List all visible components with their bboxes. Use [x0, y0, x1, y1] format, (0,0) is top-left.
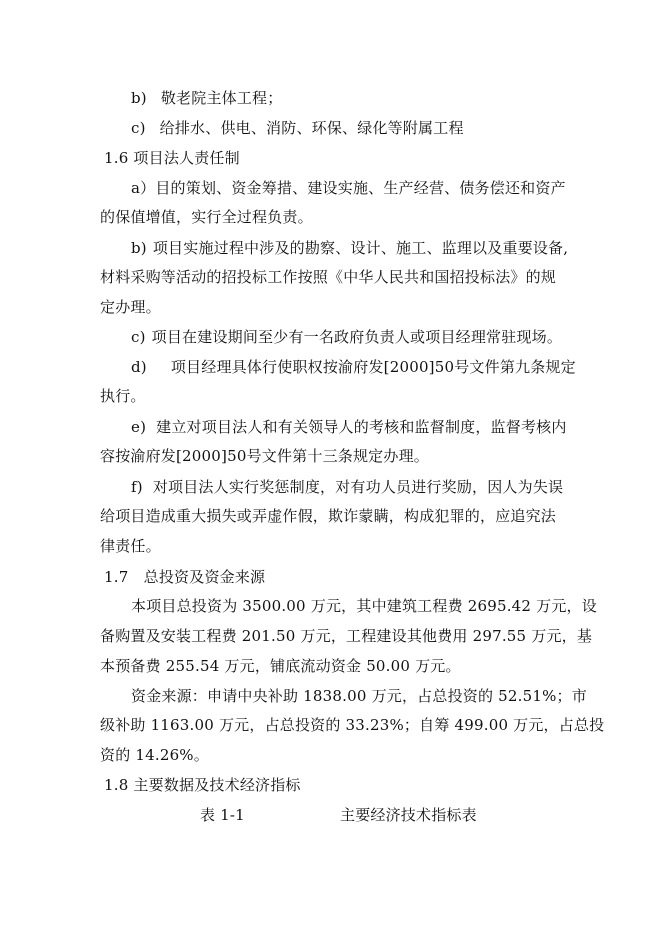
item-text: 项目在建设期间至少有一名政府负责人或项目经理常驻现场。	[151, 328, 563, 346]
table-title: 主要经济技术指标表	[340, 806, 477, 824]
item-b	[131, 238, 568, 258]
paragraph-line: 本预备费 255.54 万元，铺底流动资金 50.00 万元。	[100, 657, 461, 675]
item-marker: d)	[131, 358, 147, 376]
list-item	[131, 88, 282, 108]
item-marker: f)	[131, 478, 143, 496]
item-a-cont: 的保值增值，实行全过程负责。	[100, 208, 313, 226]
section-heading: 1.8 主要数据及技术经济指标	[104, 776, 301, 794]
item-text: 项目实施过程中涉及的勘察、设计、施工、监理以及重要设备,	[152, 239, 569, 257]
item-marker: a）	[131, 179, 156, 197]
section-heading: 1.6 项目法人责任制	[104, 149, 240, 167]
section-heading: 1.7 总投资及资金来源	[104, 568, 266, 586]
list-text: 敬老院主体工程；	[160, 89, 283, 107]
item-a	[131, 178, 566, 198]
item-d	[131, 357, 576, 377]
item-c	[131, 327, 562, 347]
paragraph-line: 本项目总投资为 3500.00 万元，其中建筑工程费 2695.42 万元，设	[131, 597, 597, 615]
item-d-cont: 执行。	[100, 387, 146, 405]
table-label: 表 1-1	[200, 806, 245, 824]
list-item	[131, 118, 464, 138]
item-b-cont: 定办理。	[100, 298, 161, 316]
item-text: 目的策划、资金筹措、建设实施、生产经营、债务偿还和资产	[155, 179, 566, 197]
item-marker: c)	[131, 328, 146, 346]
item-e-cont: 容按渝府发[2000]50号文件第十三条规定办理。	[100, 447, 429, 465]
item-b-cont: 材料采购等活动的招投标工作按照《中华人民共和国招投标法》的规	[100, 268, 557, 286]
list-marker: b)	[131, 89, 147, 107]
item-text: 对项目法人实行奖惩制度，对有功人员进行奖励，因人为失误	[152, 478, 564, 496]
item-f-cont: 给项目造成重大损失或弄虚作假，欺诈蒙瞒，构成犯罪的，应追究法	[100, 507, 557, 525]
list-text: 给排水、供电、消防、环保、绿化等附属工程	[159, 119, 464, 137]
list-marker: c)	[131, 119, 146, 137]
item-text: 项目经理具体行使职权按渝府发[2000]50号文件第九条规定	[170, 358, 576, 376]
paragraph-line: 资的 14.26%。	[100, 746, 209, 764]
item-marker: b)	[131, 239, 147, 257]
item-text: 建立对项目法人和有关领导人的考核和监督制度，监督考核内	[156, 418, 567, 436]
item-f	[131, 477, 563, 497]
paragraph-line: 级补助 1163.00 万元，占总投资的 33.23%；自筹 499.00 万元，占总投	[100, 716, 605, 734]
item-e	[131, 417, 567, 437]
item-f-cont: 律责任。	[100, 537, 161, 555]
item-marker: e)	[131, 418, 147, 436]
paragraph-line: 备购置及安装工程费 201.50 万元，工程建设其他费用 297.55 万元，基	[100, 627, 593, 645]
paragraph-line: 资金来源：申请中央补助 1838.00 万元，占总投资的 52.51%；市	[131, 687, 587, 705]
